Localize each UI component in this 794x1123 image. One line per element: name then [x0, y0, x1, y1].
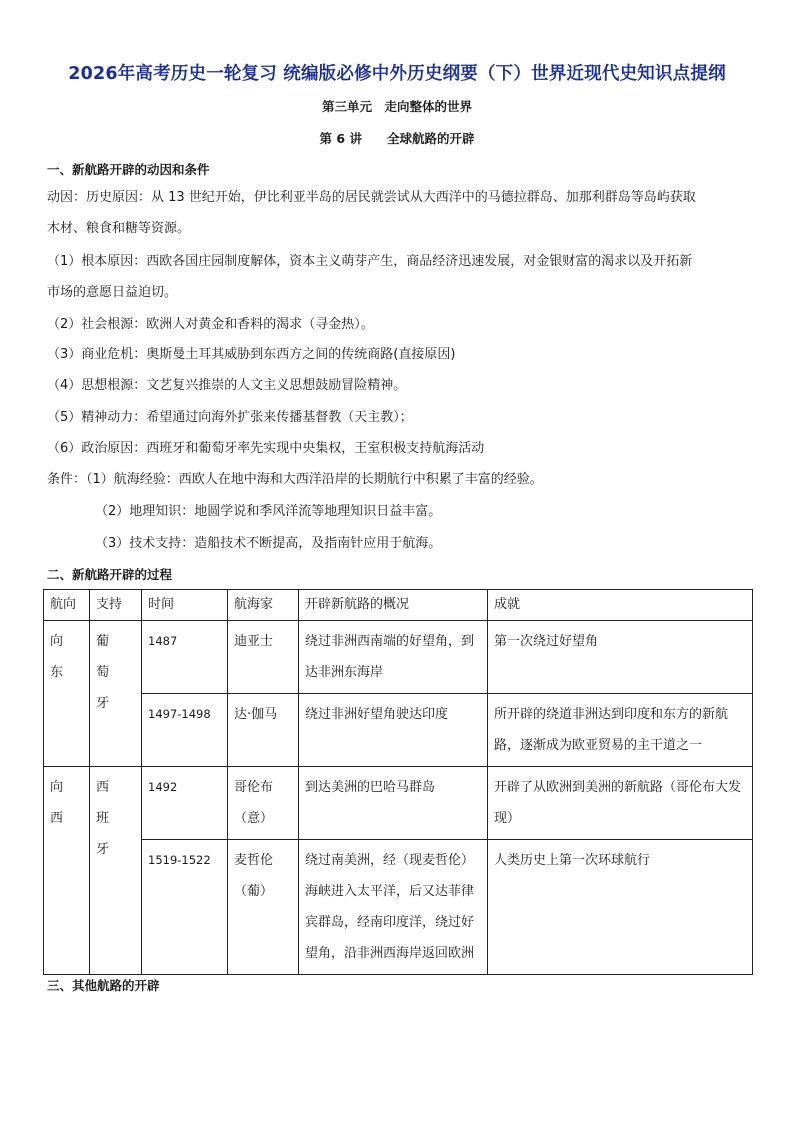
- header-direction: 航向: [44, 590, 90, 621]
- achievement-cell: 开辟了从欧洲到美洲的新航路（哥伦布大发现）: [488, 767, 753, 840]
- condition-1: 条件：（1）航海经验：西欧人在地中海和大西洋沿岸的长期航行中积累了丰富的经验。: [47, 472, 543, 487]
- direction-cell: 向东: [44, 621, 90, 767]
- reason-6: （6）政治原因：西班牙和葡萄牙率先实现中央集权，王室积极支持航海活动: [47, 441, 485, 456]
- achievement-cell: 所开辟的绕道非洲达到印度和东方的新航路，逐渐成为欧亚贸易的主干道之一: [488, 694, 753, 767]
- header-achievement: 成就: [488, 590, 753, 621]
- section2-heading: 二、新航路开辟的过程: [47, 567, 173, 582]
- overview-cell: 绕过非洲西南端的好望角，到达非洲东海岸: [299, 621, 488, 694]
- unit-heading: 第三单元 走向整体的世界: [321, 99, 472, 114]
- section3-heading: 三、其他航路的开辟: [47, 978, 160, 993]
- time-cell: 1519-1522: [142, 840, 228, 975]
- time-cell: 1497-1498: [142, 694, 228, 767]
- support-cell: 葡萄牙: [90, 621, 142, 767]
- header-overview: 开辟新航路的概况: [299, 590, 488, 621]
- table-row: [44, 767, 753, 840]
- motive-line-2: 木材、粮食和糖等资源。: [47, 221, 191, 236]
- overview-cell: 到达美洲的巴哈马群岛: [299, 767, 488, 840]
- table-row: [44, 694, 753, 767]
- direction-cell: 向西: [44, 767, 90, 975]
- support-cell: 西班牙: [90, 767, 142, 975]
- table-header-row: [44, 590, 753, 621]
- reason-1-line-1: （1）根本原因：西欧各国庄园制度解体，资本主义萌芽产生，商品经济迅速发展，对金银财富的渴求以及开拓新: [47, 254, 693, 269]
- lecture-heading: 第 6 讲 全球航路的开辟: [319, 131, 475, 146]
- achievement-cell: 人类历史上第一次环球航行: [488, 840, 753, 975]
- time-cell: 1492: [142, 767, 228, 840]
- navigator-cell: 麦哲伦（葡）: [228, 840, 299, 975]
- navigator-cell: 迪亚士: [228, 621, 299, 694]
- reason-3: （3）商业危机：奥斯曼土耳其威胁到东西方之间的传统商路(直接原因): [47, 347, 456, 362]
- reason-2: （2）社会根源：欧洲人对黄金和香料的渴求（寻金热）。: [47, 317, 374, 332]
- achievement-cell: 第一次绕过好望角: [488, 621, 753, 694]
- reason-1-line-2: 市场的意愿日益迫切。: [47, 285, 178, 300]
- motive-line-1: 动因：历史原因：从 13 世纪开始，伊比利亚半岛的居民就尝试从大西洋中的马德拉群岛、加那利群岛等岛屿获取: [47, 190, 696, 205]
- condition-2: （2）地理知识：地圆学说和季风洋流等地理知识日益丰富。: [95, 504, 442, 519]
- overview-cell: 绕过非洲好望角驶达印度: [299, 694, 488, 767]
- header-navigator: 航海家: [228, 590, 299, 621]
- header-time: 时间: [142, 590, 228, 621]
- section1-heading: 一、新航路开辟的动因和条件: [47, 162, 210, 177]
- table-row: [44, 840, 753, 975]
- reason-5: （5）精神动力：希望通过向海外扩张来传播基督教（天主教）；: [47, 410, 413, 425]
- navigator-cell: 哥伦布（意）: [228, 767, 299, 840]
- reason-4: （4）思想根源：文艺复兴推崇的人文主义思想鼓励冒险精神。: [47, 378, 407, 393]
- voyage-table: [43, 589, 753, 975]
- overview-cell: 绕过南美洲，经（现麦哲伦）海峡进入太平洋，后又达菲律宾群岛，经南印度洋，绕过好望角，沿非洲西海岸返回欧洲: [299, 840, 488, 975]
- navigator-cell: 达·伽马: [228, 694, 299, 767]
- page-title: 2026年高考历史一轮复习 统编版必修中外历史纲要（下）世界近现代史知识点提纲: [68, 64, 726, 84]
- header-support: 支持: [90, 590, 142, 621]
- time-cell: 1487: [142, 621, 228, 694]
- condition-3: （3）技术支持：造船技术不断提高，及指南针应用于航海。: [95, 536, 442, 551]
- table-row: [44, 621, 753, 694]
